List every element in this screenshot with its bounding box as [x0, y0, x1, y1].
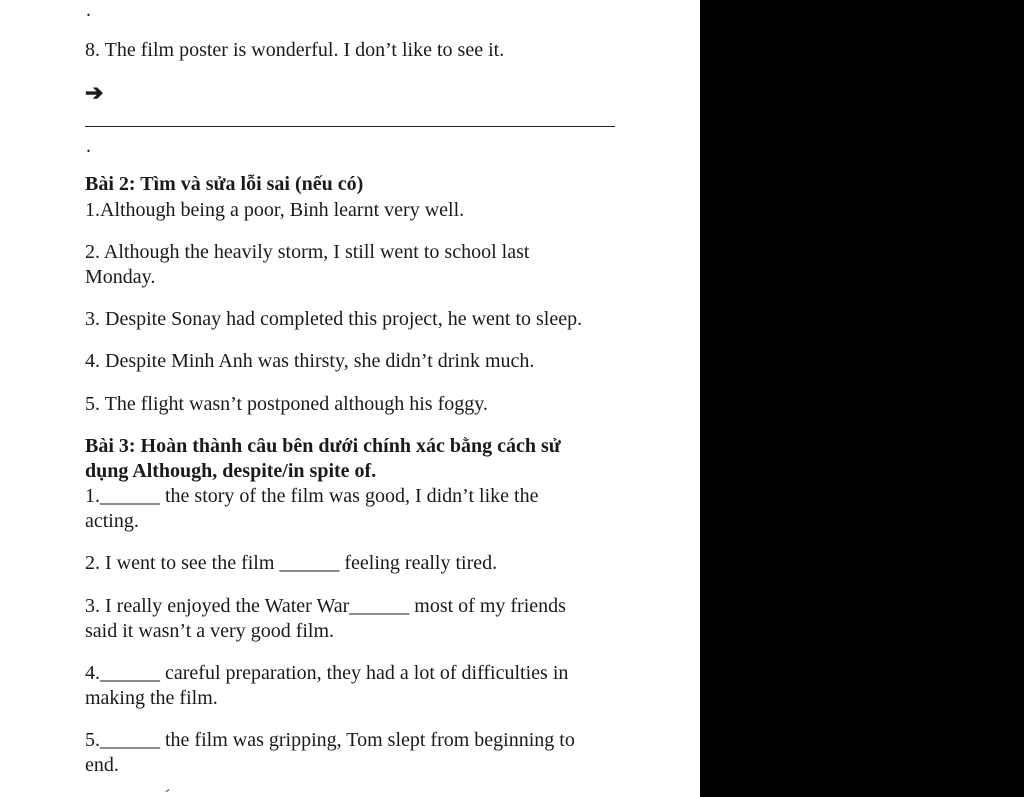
answer-line-end-dot: . — [86, 135, 91, 157]
bai3-item-5-continued: end. — [85, 754, 119, 776]
bai2-item-2-continued: Monday. — [85, 266, 156, 288]
arrow-icon: ➔ — [85, 80, 104, 105]
bai3-item-4: 4.______ careful preparation, they had a lot of difficulties in — [85, 662, 569, 684]
bai2-heading: Bài 2: Tìm và sửa lỗi sai (nếu có) — [85, 173, 364, 195]
bai2-item-3: 3. Despite Sonay had completed this project, he went to sleep. — [85, 308, 583, 330]
bai3-item-1-continued: acting. — [85, 510, 139, 532]
bai3-item-5: 5.______ the film was gripping, Tom slept from beginning to — [85, 729, 575, 751]
bai2-item-4: 4. Despite Minh Anh was thirsty, she didn’t drink much. — [85, 350, 535, 372]
exercise-1-item-8: 8. The film poster is wonderful. I don’t like to see it. — [85, 39, 505, 61]
bai3-heading-continued: dụng Although, despite/in spite of. — [85, 460, 377, 482]
bai2-item-2: 2. Although the heavily storm, I still went to school last — [85, 241, 530, 263]
black-side-panel — [700, 0, 1024, 797]
answer-line — [85, 126, 615, 127]
bai3-item-3-continued: said it wasn’t a very good film. — [85, 620, 335, 642]
bai3-item-3: 3. I really enjoyed the Water War______ most of my friends — [85, 595, 566, 617]
bai3-item-2: 2. I went to see the film ______ feeling really tired. — [85, 552, 498, 574]
bai3-item-4-continued: making the film. — [85, 687, 218, 709]
cutoff-accent-mark — [166, 789, 171, 794]
bai3-heading: Bài 3: Hoàn thành câu bên dưới chính xác bằng cách sử — [85, 435, 561, 457]
top-dot: . — [86, 0, 91, 21]
bai3-item-1: 1.______ the story of the film was good, I didn’t like the — [85, 485, 539, 507]
bai2-item-1: 1.Although being a poor, Binh learnt very well. — [85, 199, 465, 221]
bai2-item-5: 5. The flight wasn’t postponed although his foggy. — [85, 393, 488, 415]
